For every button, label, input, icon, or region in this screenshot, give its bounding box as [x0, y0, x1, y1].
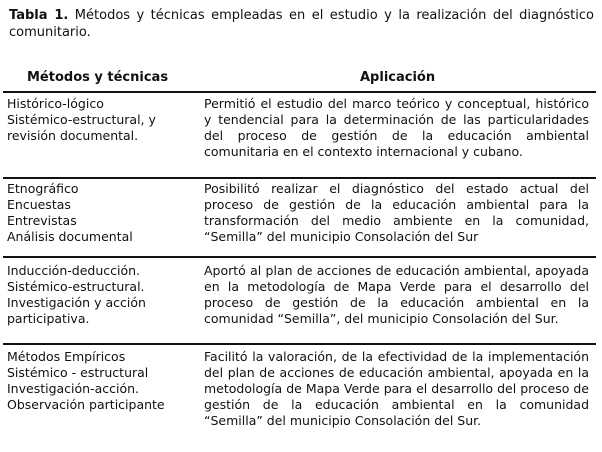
table-caption — [9, 7, 594, 41]
application-cell: Aportó al plan de acciones de educación ambiental, apoyada en la metodología de Mapa Verde para el desarrollo del proceso de gestión de la educación ambiental en la comunidad “Semilla”, del municipio Consolación del Sur. — [204, 263, 589, 326]
method-line: Sistémico - estructural — [7, 365, 149, 380]
header-methods: Métodos y técnicas — [27, 70, 169, 85]
method-line: Encuestas — [7, 197, 71, 212]
method-line: Sistémico-estructural. — [7, 279, 145, 294]
method-line: Etnográfico — [7, 181, 79, 196]
table-row — [3, 179, 596, 258]
application-cell: Posibilitó realizar el diagnóstico del estado actual del proceso de gestión de la educación ambiental para la transformación del medio ambiente en la comunidad, “Semilla” del municipio Consolación del Sur — [204, 181, 589, 244]
application-cell: Facilitó la valoración, de la efectividad de la implementación del plan de acciones de educación ambiental, apoyada en la metodología de Mapa Verde para el desarrollo del proceso de gestión de la educación ambiental en la comunidad “Semilla” del municipio Consolación del Sur. — [204, 349, 589, 428]
method-line: Investigación y acción — [7, 295, 146, 310]
methods-cell — [7, 181, 197, 245]
method-line: Sistémico-estructural, y — [7, 112, 156, 127]
method-line: Histórico-lógico — [7, 96, 104, 111]
table-row — [3, 93, 596, 179]
caption-label: Tabla 1. — [9, 8, 69, 23]
method-line: Entrevistas — [7, 213, 77, 228]
header-application: Aplicación — [360, 70, 436, 85]
methods-cell — [7, 349, 197, 413]
method-line: Análisis documental — [7, 229, 133, 244]
method-line: Métodos Empíricos — [7, 349, 126, 364]
table-header-row — [3, 66, 596, 93]
caption-text: Métodos y técnicas empleadas en el estudio y la realización del diagnóstico comunitario. — [9, 8, 594, 40]
method-line: revisión documental. — [7, 128, 139, 143]
table-row — [3, 258, 596, 345]
method-line: participativa. — [7, 311, 90, 326]
methods-cell — [7, 263, 197, 327]
method-line: Observación participante — [7, 397, 165, 412]
application-cell: Permitió el estudio del marco teórico y conceptual, histórico y tendencial para la determinación de las particularidades del proceso de gestión de la educación ambiental comunitaria en el contexto internacional y cubano. — [204, 96, 589, 159]
table-row — [3, 345, 596, 445]
methods-cell — [7, 96, 197, 144]
method-line: Inducción-deducción. — [7, 263, 141, 278]
method-line: Investigación-acción. — [7, 381, 140, 396]
methods-table — [3, 66, 596, 445]
